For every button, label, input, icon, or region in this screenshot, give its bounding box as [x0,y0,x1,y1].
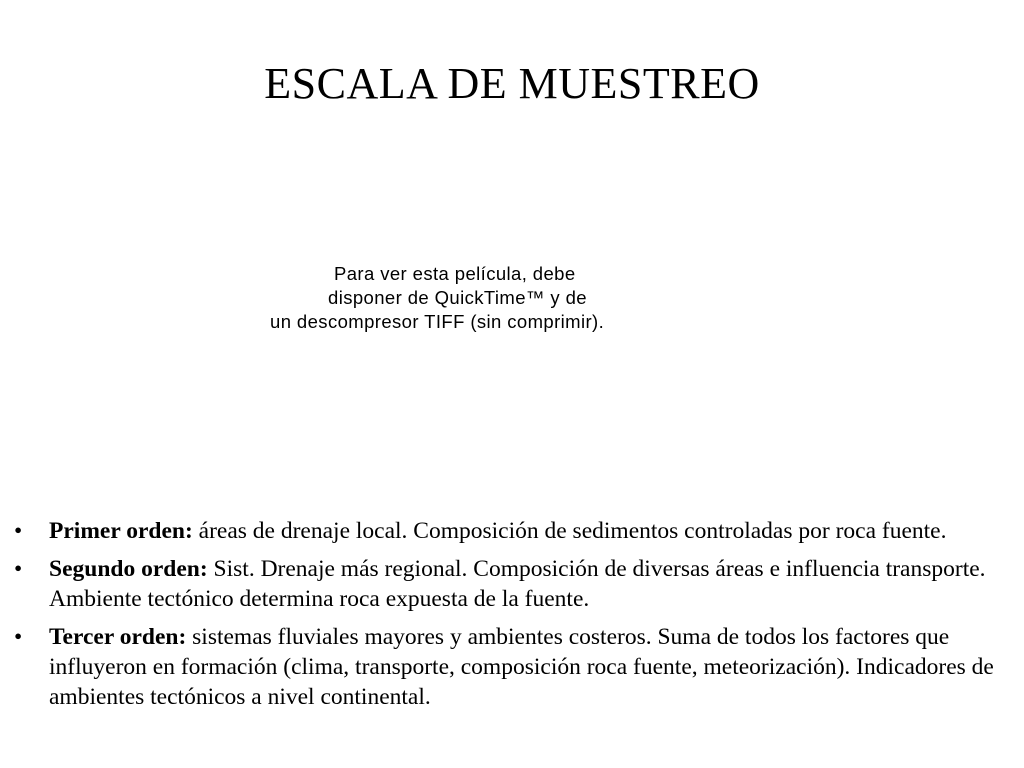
bullet-item-primer-orden [0,516,1024,546]
bullet-text: sistemas fluviales mayores y ambientes costeros. Suma de todos los factores que influyeron en formación (clima, transporte, composición roca fuente, meteorización). Indicadores de ambientes tectónicos a nivel continental. [49,624,994,710]
slide-title: ESCALA DE MUESTREO [264,59,760,108]
bullet-term: Tercer orden: [49,624,187,650]
bullet-list [0,516,1024,720]
placeholder-line: un descompresor TIFF (sin comprimir). [270,311,605,332]
bullet-marker: • [14,556,23,582]
bullet-term: Primer orden: [49,518,193,544]
bullet-marker: • [14,518,23,544]
bullet-item-tercer-orden [0,622,1024,712]
placeholder-line: disponer de QuickTime™ y de [328,287,587,308]
bullet-term: Segundo orden: [49,556,208,582]
bullet-marker: • [14,624,23,650]
bullet-item-segundo-orden [0,554,1024,614]
quicktime-placeholder-message [240,262,780,334]
placeholder-line: Para ver esta película, debe [334,263,576,284]
bullet-text: áreas de drenaje local. Composición de sedimentos controladas por roca fuente. [192,518,947,544]
bullet-text: Sist. Drenaje más regional. Composición de diversas áreas e influencia transporte. Ambiente tectónico determina roca expuesta de la fuente. [49,556,986,612]
